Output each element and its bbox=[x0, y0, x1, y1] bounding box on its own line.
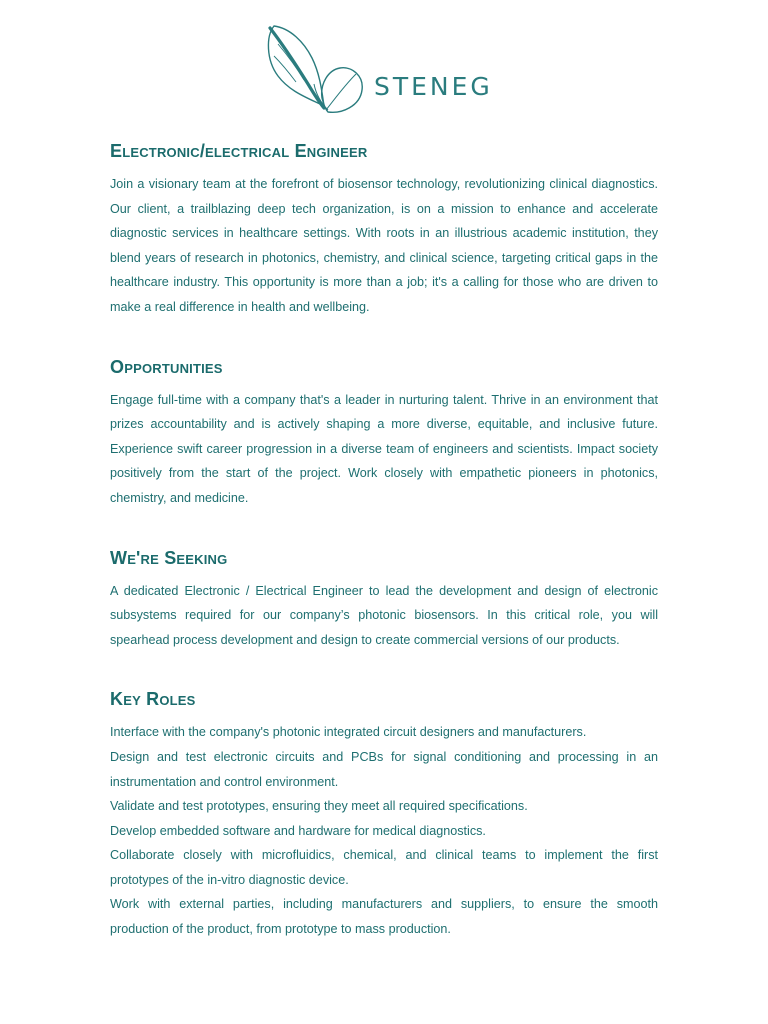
seeking-paragraph: A dedicated Electronic / Electrical Engineer to lead the development and design of electronic subsystems required for our company’s photonic biosensors. In this critical role, you will spearhead process development and design to create commercial versions of our products. bbox=[110, 583, 658, 647]
section-intro bbox=[110, 138, 658, 320]
section-key-roles bbox=[110, 686, 658, 941]
key-role-item: Collaborate closely with microfluidics, chemical, and clinical teams to implement the first prototypes of the in-vitro diagnostic device. bbox=[110, 848, 658, 887]
section-opportunities bbox=[110, 354, 658, 511]
key-role-item: Validate and test prototypes, ensuring they meet all required specifications. bbox=[110, 799, 528, 814]
company-logo bbox=[264, 22, 504, 114]
key-role-item: Develop embedded software and hardware for medical diagnostics. bbox=[110, 823, 486, 838]
section-seeking bbox=[110, 545, 658, 653]
leaf-logo-icon bbox=[264, 22, 374, 114]
document-content bbox=[110, 138, 658, 942]
opportunities-paragraph: Engage full-time with a company that's a leader in nurturing talent. Thrive in an environment that prizes accountability and is actively shaping a more diverse, equitable, and inclusive future. Experience swift career progression in a diverse team of engineers and scientists. Impact society positively from the start of the project. Work closely with empathetic pioneers in photonics, chemistry, and medicine. bbox=[110, 392, 658, 505]
key-role-item: Design and test electronic circuits and PCBs for signal conditioning and processing in an instrumentation and control environment. bbox=[110, 749, 658, 789]
key-role-item: Work with external parties, including manufacturers and suppliers, to ensure the smooth production of the product, from prototype to mass production. bbox=[110, 897, 658, 937]
brand-name: STENEG bbox=[374, 72, 493, 101]
opportunities-heading: Opportunities bbox=[110, 356, 223, 377]
page-title: Electronic/electrical Engineer bbox=[110, 141, 368, 161]
seeking-heading: We're Seeking bbox=[110, 547, 228, 568]
intro-paragraph: Join a visionary team at the forefront of biosensor technology, revolutionizing clinical diagnostics. Our client, a trailblazing deep tech organization, is on a mission to enhance and accelerate diagnostic services in healthcare settings. With roots in an illustrious academic institution, they blend years of research in photonics, chemistry, and clinical science, targeting critical gaps in the healthcare industry. This opportunity is more than a job; it's a calling for those who are driven to make a real difference in health and wellbeing. bbox=[110, 177, 658, 314]
key-role-item: Interface with the company's photonic integrated circuit designers and manufacturers. bbox=[110, 725, 587, 740]
key-roles-heading: Key Roles bbox=[110, 689, 196, 710]
